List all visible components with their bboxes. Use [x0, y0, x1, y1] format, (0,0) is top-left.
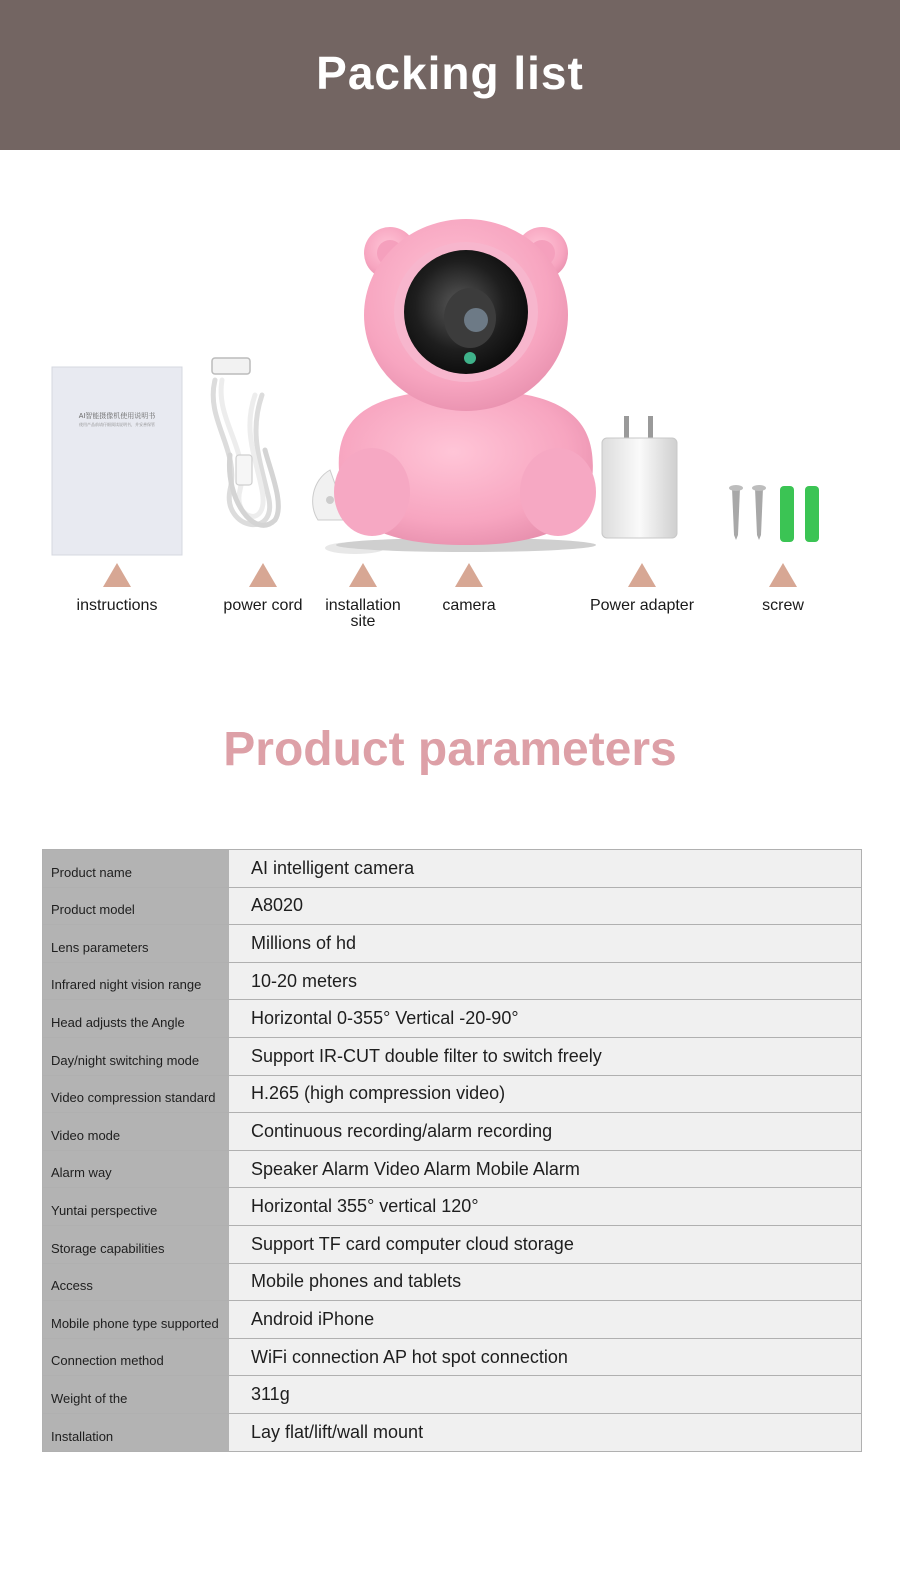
camera-image	[334, 219, 596, 552]
param-value: Millions of hd	[229, 925, 861, 962]
param-value: Android iPhone	[229, 1301, 861, 1338]
param-value: 311g	[229, 1376, 861, 1413]
table-row	[43, 1301, 861, 1339]
param-key: Alarm way	[43, 1151, 229, 1188]
param-value: Horizontal 355° vertical 120°	[229, 1188, 861, 1225]
header-banner	[0, 0, 900, 150]
arrow-icon	[349, 563, 377, 587]
table-row	[43, 1038, 861, 1076]
param-key: Connection method	[43, 1339, 229, 1376]
param-key: Day/night switching mode	[43, 1038, 229, 1075]
arrow-icon	[769, 563, 797, 587]
param-value: 10-20 meters	[229, 963, 861, 1000]
booklet-subtitle-text: 使用产品前请仔细阅读说明书，并妥善保管	[79, 422, 155, 427]
page-title: Packing list	[316, 47, 584, 99]
table-row	[43, 925, 861, 963]
param-key: Video compression standard	[43, 1076, 229, 1113]
table-row	[43, 1188, 861, 1226]
table-row	[43, 1076, 861, 1114]
item-label-instructions: instructions	[76, 597, 158, 614]
packing-list-section	[0, 150, 900, 670]
param-key: Lens parameters	[43, 925, 229, 962]
power-adapter-image	[602, 416, 677, 538]
param-value: Mobile phones and tablets	[229, 1264, 861, 1301]
table-row	[43, 1414, 861, 1452]
param-value: Lay flat/lift/wall mount	[229, 1414, 861, 1451]
booklet-title-text: AI智能摄像机使用说明书	[78, 413, 156, 420]
screw-image	[729, 485, 819, 542]
item-label-camera: camera	[442, 597, 496, 614]
param-value: Support IR-CUT double filter to switch freely	[229, 1038, 861, 1075]
param-value: H.265 (high compression video)	[229, 1076, 861, 1113]
param-value: Continuous recording/alarm recording	[229, 1113, 861, 1150]
table-row	[43, 1000, 861, 1038]
table-row	[43, 1226, 861, 1264]
param-key: Storage capabilities	[43, 1226, 229, 1263]
table-row	[43, 1113, 861, 1151]
arrow-icon	[455, 563, 483, 587]
instructions-booklet-image	[52, 367, 182, 555]
table-row	[43, 963, 861, 1001]
arrow-icon	[103, 563, 131, 587]
item-label-power-adapter: Power adapter	[589, 597, 695, 614]
table-row	[43, 1339, 861, 1377]
param-value: Support TF card computer cloud storage	[229, 1226, 861, 1263]
param-key: Access	[43, 1264, 229, 1301]
param-key: Video mode	[43, 1113, 229, 1150]
section-title-product-parameters: Product parameters	[223, 723, 677, 776]
param-value: WiFi connection AP hot spot connection	[229, 1339, 861, 1376]
param-key: Head adjusts the Angle	[43, 1000, 229, 1037]
arrow-icon	[249, 563, 277, 587]
param-key: Infrared night vision range	[43, 963, 229, 1000]
param-value: Speaker Alarm Video Alarm Mobile Alarm	[229, 1151, 861, 1188]
table-row	[43, 1264, 861, 1302]
item-label-installation-site: installation site	[325, 597, 401, 630]
param-key: Mobile phone type supported	[43, 1301, 229, 1338]
item-label-screw: screw	[762, 597, 804, 614]
param-key: Weight of the	[43, 1376, 229, 1413]
product-parameters-table	[42, 849, 862, 1452]
param-key: Installation	[43, 1414, 229, 1451]
arrow-icon	[628, 563, 656, 587]
param-key: Product name	[43, 850, 229, 887]
param-key: Yuntai perspective	[43, 1188, 229, 1225]
param-value: AI intelligent camera	[229, 850, 861, 887]
param-value: A8020	[229, 888, 861, 925]
param-value: Horizontal 0-355° Vertical -20-90°	[229, 1000, 861, 1037]
param-key: Product model	[43, 888, 229, 925]
packing-illustration	[0, 150, 900, 670]
table-row	[43, 1151, 861, 1189]
table-row	[43, 1376, 861, 1414]
table-row	[43, 888, 861, 926]
item-label-power-cord: power cord	[223, 597, 303, 614]
power-cord-image	[212, 358, 278, 525]
table-row	[43, 850, 861, 888]
